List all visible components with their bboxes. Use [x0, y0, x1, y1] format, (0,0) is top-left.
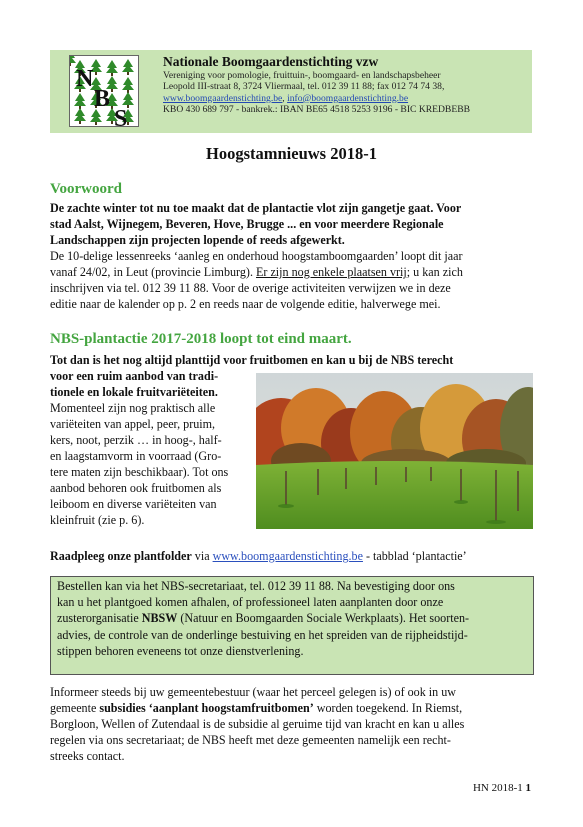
link-separator: ,: [282, 92, 288, 104]
edition-label: HN 2018-1: [472, 782, 526, 794]
box-line: kan u het plantgoed komen afhalen, of professioneel laten aanplanten door onze: [57, 595, 444, 610]
subsidy-bold: subsidies ‘aanplant hoogstamfruitbomen’: [99, 701, 314, 715]
voorwoord-line: inschrijven via tel. 012 39 11 88. Voor de overige activiteiten verwijzen we in deze: [50, 281, 451, 295]
box-line: Bestellen kan via het NBS-secretariaat, tel. 012 39 11 88. Na bevestiging door ons: [57, 579, 455, 593]
plantfolder-link[interactable]: www.boomgaardenstichting.be: [212, 549, 363, 563]
org-tagline: Vereniging voor pomologie, fruittuin-, boomgaard- en landschapsbeheer: [163, 70, 441, 81]
page-footer: [473, 782, 531, 794]
plantactie-line: Momenteel zijn nog praktisch alle: [50, 401, 216, 415]
org-links: [163, 93, 529, 104]
voorwoord-text: [50, 200, 532, 312]
plantactie-bold-line: tionele en lokale fruitvariëteiten.: [50, 385, 218, 399]
box-line: stippen behoren eveneens tot onze dienstverlening.: [57, 643, 304, 658]
email-link[interactable]: info@boomgaardenstichting.be: [287, 92, 409, 104]
tree-grid-icon: [70, 56, 138, 126]
orchard-photo: [256, 373, 533, 529]
plantactie-text: [50, 352, 454, 528]
plantactie-line: variëteiten van appel, peer, pruim,: [50, 417, 216, 431]
svg-text:N: N: [76, 66, 94, 92]
plantactie-line: kleinfruit (zie p. 6).: [50, 513, 145, 527]
page-title: Hoogstamnieuws 2018-1: [206, 144, 377, 163]
subsidy-paragraph: [50, 684, 532, 764]
subsidy-line: gemeente subsidies ‘aanplant hoogstamfruitbomen’ worden toegekend. In Riemst,: [50, 701, 463, 715]
header-banner: [50, 50, 532, 133]
org-bank-details: KBO 430 689 797 - bankrek.: IBAN BE65 4518 5253 9196 - BIC KREDBEBB: [163, 103, 470, 115]
box-line: zusterorganisatie NBSW (Natuur en Boomgaarden Sociale Werkplaats). Het soorten-: [57, 611, 470, 626]
plantactie-line: leiboom en diverse variëteiten van: [50, 497, 217, 511]
voorwoord-bold-line: De zachte winter tot nu toe maakt dat de plantactie vlot zijn gangetje gaat. Voor: [50, 201, 462, 215]
registration-link[interactable]: Er zijn nog enkele plaatsen vrij: [256, 265, 407, 279]
page-number: 1: [525, 782, 531, 794]
org-name: Nationale Boomgaardenstichting vzw: [163, 54, 379, 69]
svg-text:S: S: [114, 106, 128, 126]
section-heading-voorwoord: Voorwoord: [50, 181, 122, 197]
svg-text:B: B: [94, 86, 111, 112]
org-address: Leopold III-straat 8, 3724 Vliermaal, tel. 012 39 11 88; fax 012 74 74 38,: [163, 81, 445, 93]
plantactie-line: tere maten zijn beschikbaar). Tot ons: [50, 465, 229, 479]
website-link[interactable]: www.boomgaardenstichting.be: [163, 92, 283, 104]
plantfolder-bold: Raadpleeg onze plantfolder: [50, 549, 192, 563]
plantfolder-line: Raadpleeg onze plantfolder via www.boomgaardenstichting.be - tabblad ‘plantactie’: [50, 549, 467, 563]
plantactie-line: aanbod behoren ook fruitbomen als: [50, 481, 222, 495]
voorwoord-line: vanaf 24/02, in Leut (provincie Limburg). Er zijn nog enkele plaatsen vrij; u kan zich: [50, 265, 463, 279]
plantactie-bold-line: voor een ruim aanbod van tradi-: [50, 369, 219, 383]
plantactie-line: en laagstamvorm in voorraad (Gro-: [50, 449, 222, 463]
nbs-logo: [69, 55, 139, 127]
nbsw-bold: NBSW: [141, 611, 178, 626]
voorwoord-line: editie naar de kalender op p. 2 en reeds naar de volgende editie, halverwege mei.: [50, 297, 441, 311]
subsidy-line: regelen via ons secretariaat; de NBS heeft met deze gemeenten namelijk een recht-: [50, 733, 451, 747]
subsidy-line: Informeer steeds bij uw gemeentebestuur (waar het perceel gelegen is) of ook in uw: [50, 685, 456, 699]
section-heading-plantactie: NBS-plantactie 2017-2018 loopt tot eind maart.: [50, 331, 352, 347]
plantactie-bold-line: Tot dan is het nog altijd planttijd voor fruitbomen en kan u bij de NBS terecht: [50, 353, 454, 367]
box-line: advies, de controle van de onderlinge bestuiving en het spreiden van de rijpheidstijd-: [57, 627, 468, 642]
header-text: [163, 54, 529, 115]
voorwoord-line: De 10-delige lessenreeks ‘aanleg en onderhoud hoogstamboomgaarden’ loopt dit jaar: [50, 249, 463, 263]
voorwoord-bold-line: Landschappen zijn projecten lopende of reeds afgewerkt.: [50, 233, 345, 247]
ordering-info-box: [50, 576, 534, 675]
voorwoord-bold-line: stad Aalst, Wijnegem, Beveren, Hove, Brugge ... en voor meerdere Regionale: [50, 217, 444, 231]
subsidy-line: Borgloon, Wellen of Zutendaal is de subsidie al geruime tijd van kracht en kan u alles: [50, 717, 465, 731]
plantactie-line: kers, noot, perzik … in hoog-, half-: [50, 433, 222, 447]
subsidy-line: streeks contact.: [50, 749, 125, 763]
